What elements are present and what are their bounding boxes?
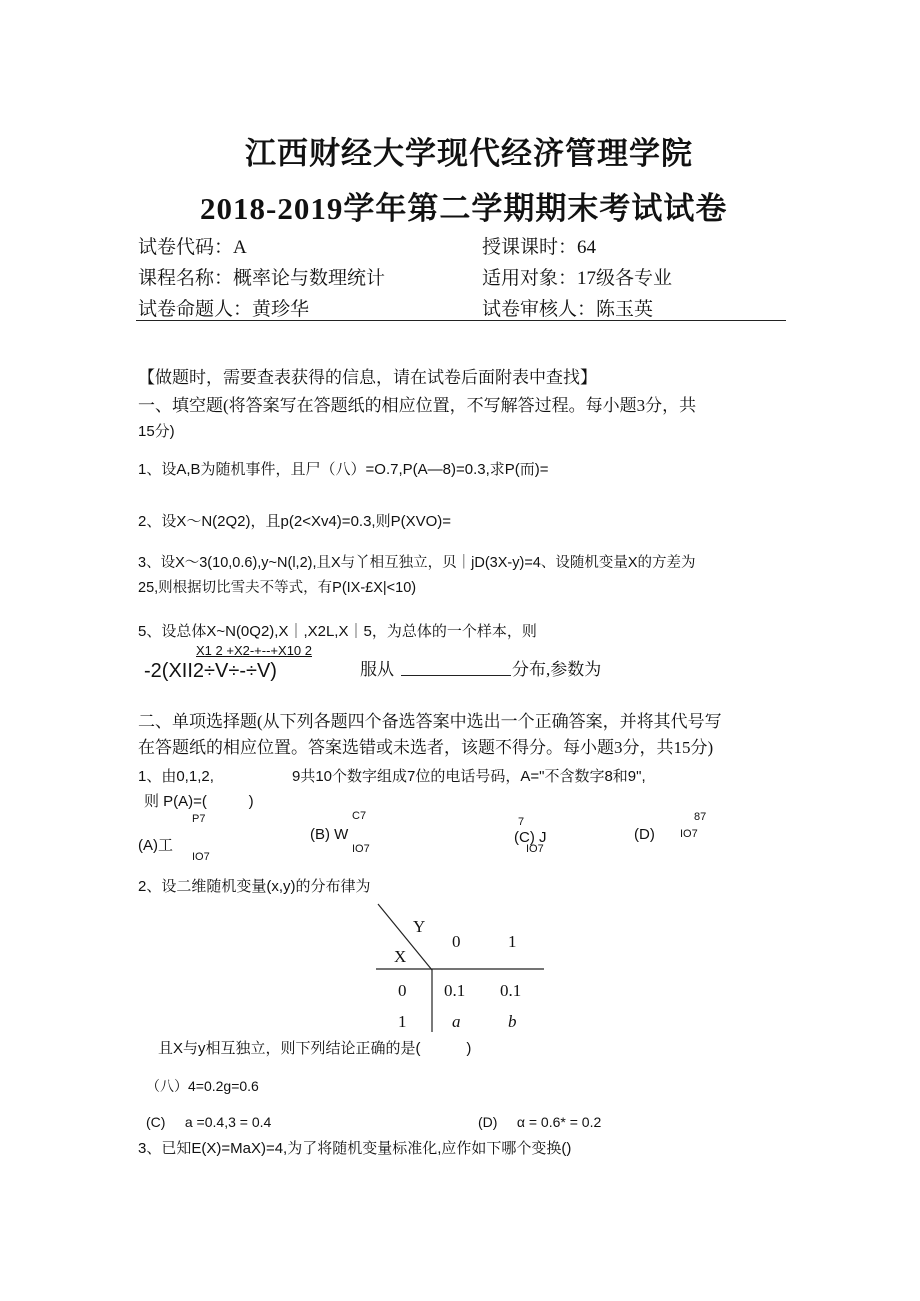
option-a-top: P7 [192, 813, 206, 825]
fill-q5: 5、设总体X~N(0Q2),X｜,X2L,X｜5，为总体的一个样本，则 [138, 623, 537, 640]
option-c-label[interactable]: (C) J [514, 829, 547, 846]
choice-q1-prompt: 则 P(A)=( ) [144, 793, 254, 810]
fill-q3-cont: 25,则根据切比雪夫不等式，有P(IX-£X|<10) [138, 580, 417, 596]
table-row-x-0: 0 [398, 981, 407, 1000]
option-a-bottom: IO7 [192, 851, 210, 863]
choice-q2: 2、设二维随机变量(x,y)的分布律为 [138, 878, 371, 895]
table-col-header: Y [413, 917, 426, 936]
fill-q3: 3、设X～3(10,0.6),y~N(l,2),且X与丫相互独立，贝｜jD(3X-y)=4、设随机变量X的方差为 [138, 555, 696, 571]
option-d-bottom: IO7 [680, 828, 698, 840]
option-c-bottom: IO7 [526, 843, 544, 855]
course-name: 课程名称：概率论与数理统计 [138, 268, 386, 289]
exam-title: 2018-2019学年第二学期期末考试试卷 [200, 191, 728, 226]
audience: 适用对象：17级各专业 [482, 268, 673, 289]
header-divider [136, 320, 786, 321]
table-cell-1-0: a [452, 1012, 461, 1031]
section1-heading: 一、填空题(将答案写在答题纸的相应位置，不写解答过程。每小题3分，共 [138, 396, 697, 415]
table-col-value-1: 1 [508, 932, 517, 951]
choice-q1-a: 1、由0,1,2, [138, 768, 214, 785]
option-b-label[interactable]: (B) W [310, 826, 349, 843]
choice-q2-option-c[interactable]: (C) a =0.4,3 = 0.4 [146, 1114, 272, 1130]
q5-tail-a: 服从 [360, 660, 394, 679]
section2-heading-cont: 在答题纸的相应位置。答案选错或未选者，该题不得分。每小题3分，共15分) [138, 738, 714, 757]
q5-fraction-denominator: -2(XII2÷V÷-÷V) [144, 660, 277, 682]
table-cell-0-1: 0.1 [500, 981, 522, 1000]
option-c-top: 7 [518, 816, 525, 828]
option-b-top: C7 [352, 810, 367, 822]
option-d-top: 87 [694, 811, 707, 823]
table-row-x-1: 1 [398, 1012, 407, 1031]
q5-answer-blank[interactable] [401, 658, 511, 676]
q5-fraction-numerator: X1 2 +X2-+--+X10 2 [196, 643, 312, 658]
course-hours: 授课课时：64 [482, 237, 597, 258]
section2-heading: 二、单项选择题(从下列各题四个备选答案中选出一个正确答案，并将其代号写 [138, 712, 722, 731]
section1-heading-cont: 15分) [138, 423, 175, 440]
q5-tail-b: 分布,参数为 [512, 660, 602, 679]
fill-q2: 2、设X～N(2Q2)，且p(2<Xv4)=0.3,则P(XVO)= [138, 513, 452, 530]
choice-q2-condition: 且X与y相互独立，则下列结论正确的是( ) [158, 1040, 472, 1057]
table-row-header: X [394, 947, 407, 966]
lookup-note: 【做题时，需要查表获得的信息，请在试卷后面附表中查找】 [138, 368, 597, 387]
choice-q3: 3、已知E(X)=MaX)=4,为了将随机变量标准化,应作如下哪个变换() [138, 1140, 572, 1157]
paper-code: 试卷代码：A [138, 237, 247, 258]
paper-reviewer: 试卷审核人：陈玉英 [482, 299, 654, 320]
fill-q1: 1、设A,B为随机事件，且尸（八）=O.7,P(A—8)=0.3,求P(而)= [138, 461, 549, 478]
table-col-value-0: 0 [452, 932, 461, 951]
school-title: 江西财经大学现代经济管理学院 [245, 136, 693, 171]
paper-setter: 试卷命题人：黄珍华 [138, 299, 310, 320]
table-cell-1-1: b [508, 1012, 517, 1031]
choice-q2-option-a[interactable]: （八）4=0.2g=0.6 [146, 1078, 259, 1094]
option-a-label[interactable]: (A)工 [138, 837, 173, 854]
choice-q2-option-d[interactable]: (D) α = 0.6* = 0.2 [478, 1114, 602, 1130]
option-d-label[interactable]: (D) [634, 826, 655, 843]
table-cell-0-0: 0.1 [444, 981, 466, 1000]
option-b-bottom: IO7 [352, 843, 370, 855]
choice-q1-b: 9共10个数字组成7位的电话号码，A="不含数字8和9", [292, 768, 646, 785]
